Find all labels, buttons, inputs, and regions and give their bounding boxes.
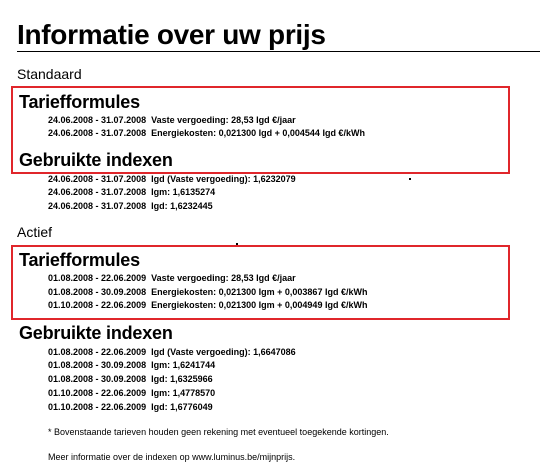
tariff-row-period: 01.10.2008 - 22.06.2009 bbox=[48, 300, 147, 310]
index-row-text: Igm: 1,6135274 bbox=[151, 187, 216, 197]
tariff-row-period: 01.08.2008 - 30.09.2008 bbox=[48, 287, 147, 297]
index-row-period: 01.08.2008 - 22.06.2009 bbox=[48, 347, 147, 357]
index-row-text: Igm: 1,4778570 bbox=[151, 388, 216, 398]
tariff-row bbox=[48, 273, 296, 284]
scan-speck bbox=[409, 178, 411, 180]
index-row-period: 24.06.2008 - 31.07.2008 bbox=[48, 174, 147, 184]
index-row-period: 24.06.2008 - 31.07.2008 bbox=[48, 187, 147, 197]
index-row-period: 01.08.2008 - 30.09.2008 bbox=[48, 374, 147, 384]
tariff-row bbox=[48, 300, 367, 311]
title-underline bbox=[17, 51, 540, 52]
index-row-text: Igd (Vaste vergoeding): 1,6232079 bbox=[151, 174, 296, 184]
tariff-row bbox=[48, 287, 367, 298]
tariff-row-text: Energiekosten: 0,021300 Igm + 0,004949 Igd €/kWh bbox=[151, 300, 368, 310]
index-row-text: Igd: 1,6776049 bbox=[151, 402, 213, 412]
index-row-period: 24.06.2008 - 31.07.2008 bbox=[48, 201, 147, 211]
section-label-standaard: Standaard bbox=[17, 66, 82, 82]
tariff-row-text: Vaste vergoeding: 28,53 Igd €/jaar bbox=[151, 115, 296, 125]
index-row-text: Igd: 1,6325966 bbox=[151, 374, 213, 384]
tariff-row-text: Energiekosten: 0,021300 Igd + 0,004544 Igd €/kWh bbox=[151, 128, 365, 138]
index-row-period: 01.10.2008 - 22.06.2009 bbox=[48, 402, 147, 412]
heading-actief-indexes: Gebruikte indexen bbox=[19, 323, 173, 343]
page-title: Informatie over uw prijs bbox=[17, 19, 326, 50]
index-row bbox=[48, 360, 215, 371]
tariff-row-text: Vaste vergoeding: 28,53 Igd €/jaar bbox=[151, 273, 296, 283]
more-info-text: Meer informatie over de indexen op www.luminus.be/mijnprijs. bbox=[48, 452, 296, 462]
section-label-actief: Actief bbox=[17, 224, 53, 240]
index-row bbox=[48, 388, 215, 399]
tariff-row-period: 24.06.2008 - 31.07.2008 bbox=[48, 128, 147, 138]
index-row-text: Igm: 1,6241744 bbox=[151, 360, 216, 370]
index-row bbox=[48, 374, 213, 385]
scan-speck bbox=[236, 243, 238, 245]
index-row-text: Igd (Vaste vergoeding): 1,6647086 bbox=[151, 347, 296, 357]
tariff-row-period: 01.08.2008 - 22.06.2009 bbox=[48, 273, 147, 283]
index-row-text: Igd: 1,6232445 bbox=[151, 201, 213, 211]
index-row bbox=[48, 347, 296, 358]
tariff-row-text: Energiekosten: 0,021300 Igm + 0,003867 Igd €/kWh bbox=[151, 287, 368, 297]
index-row bbox=[48, 174, 296, 185]
index-row bbox=[48, 201, 213, 212]
index-row-period: 01.10.2008 - 22.06.2009 bbox=[48, 388, 147, 398]
heading-standaard-tariff: Tariefformules bbox=[19, 92, 140, 112]
heading-standaard-indexes: Gebruikte indexen bbox=[19, 150, 173, 170]
tariff-row bbox=[48, 128, 365, 139]
index-row bbox=[48, 187, 215, 198]
index-row-period: 01.08.2008 - 30.09.2008 bbox=[48, 360, 147, 370]
heading-actief-tariff: Tariefformules bbox=[19, 250, 140, 270]
footnote: * Bovenstaande tarieven houden geen rekening met eventueel toegekende kortingen. bbox=[48, 427, 389, 437]
index-row bbox=[48, 402, 213, 413]
tariff-row bbox=[48, 115, 296, 126]
tariff-row-period: 24.06.2008 - 31.07.2008 bbox=[48, 115, 147, 125]
